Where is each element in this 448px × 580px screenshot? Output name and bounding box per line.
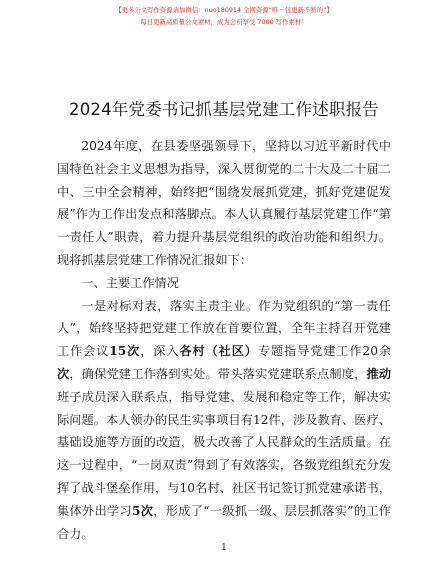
document-title: 2024年党委书记抓基层党建工作述职报告 bbox=[69, 100, 379, 119]
paragraph-text: 一是对标对表，落实主责主业。作为党组织的“第一责任人”，始终坚持把党建工作放在首要位置，全年主持召开党建工作会议 bbox=[57, 298, 391, 359]
promo-banner-line-1: 【更多公文写作资源请加微信：nuo180914 全网资源“唯一包更新不断的”】 bbox=[115, 6, 333, 14]
times-text: 次 bbox=[57, 366, 70, 381]
document-body bbox=[57, 135, 391, 545]
paragraph-text: ，深入 bbox=[140, 344, 180, 359]
promote-text: 推动 bbox=[366, 366, 392, 381]
villages-text: 各村（社区） bbox=[179, 344, 258, 359]
intro-paragraph: 2024年度，在县委坚强领导下，坚持以习近平新时代中国特色社会主义思想为指导，深入贯彻党的二十大及二十届二中、三中全会精神，始终把“围绕发展抓党建，抓好党建促发展”作为工作出发点和落脚点。本人认真履行基层党建工作“第一责任人”职责，着力提升基层党组织的政治功能和组织力。现将抓基层党建工作情况汇报如下： bbox=[57, 139, 391, 267]
meeting-count: 15次 bbox=[109, 344, 141, 359]
promo-banner bbox=[0, 4, 448, 28]
promo-banner-line-2: 每日更新高质量公文素材，成为会员享受 7000 写作素材！ bbox=[140, 18, 308, 26]
paragraph-text: ，形成了“一级抓一级、层层抓落实”的工作合力。 bbox=[57, 503, 391, 541]
paragraph-text: 班子成员深入联系点，指导党建、发展和稳定等工作，解决实际问题。本人领办的民生实事项目有12件，涉及教育、医疗、基础设施等方面的改造，极大改善了人民群众的生活质量。在这一过程中，“一岗双责”得到了有效落实，各级党组织充分发挥了战斗堡垒作用，与10名村、社区书记签订抓党建承诺书，集体外出学习 bbox=[57, 389, 391, 518]
page-number: 1 bbox=[221, 543, 227, 553]
work-paragraph-1 bbox=[57, 295, 391, 546]
study-count: 5次 bbox=[131, 503, 154, 518]
paragraph-text: 专题指导党建工作20余 bbox=[257, 344, 392, 359]
section-heading: 一、主要工作情况 bbox=[81, 275, 179, 290]
paragraph-text: ，确保党建工作落到实处。带头落实党建联系点制度， bbox=[69, 366, 367, 381]
